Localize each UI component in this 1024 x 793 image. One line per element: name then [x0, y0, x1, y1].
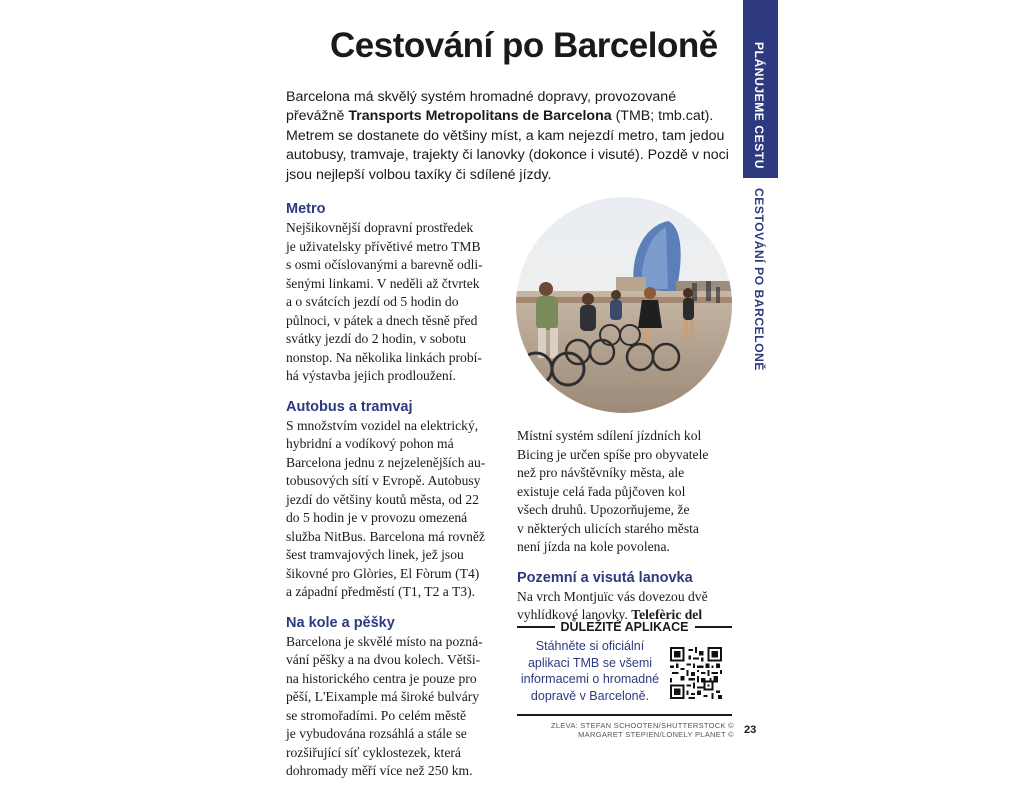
left-column [286, 200, 500, 793]
intro-paragraph [286, 88, 732, 185]
cable-car-heading: Pozemní a visutá lanovka [517, 569, 693, 586]
app-box-title-row [517, 618, 732, 636]
cyclists-photo-illustration [516, 197, 732, 413]
bus-tram-text: S množstvím vozidel na elektrický, hybridní a vodíkový pohon má Barcelona jednu z nejzelenějších au- tobusových sítí v Evropě. Autobusy jezdí do většiny koutů města, od 22 do 5 hodin je v provozu omezená služba NitBus. Barcelona má rovněž šest tramvajových linek, jež jsou šikovné pro Glòries, El Fòrum (T4) a západní předměstí (T1, T2 a T3). [286, 417, 486, 599]
bike-walk-text: Barcelona je skvělé místo na pozná- vání pěšky a na dvou kolech. Větši- na historického centra je pouze pro pěší, L'Eixample má široké bulváry se stromořadími. Po celém městě je vybudována rozsáhlá a stále se rozšiřující síť cyklostezek, která dohromady měří více než 250 km. [286, 633, 483, 778]
app-title-rule-left [517, 626, 555, 628]
app-box-bottom-rule [517, 714, 732, 716]
side-chapter-label: PLÁNUJEME CESTU [752, 42, 766, 170]
cyclists-photo [516, 197, 732, 413]
intro-text-end: (TMB; tmb.cat). Metrem se dostanete do většiny míst, a kam nejezdí metro, tam jedou autobusy, tramvaje, trajekty či lanovky (dokonce i visuté). Pozdě v noci jsou nejlepší volbou taxíky či sdílené jízdy. [286, 108, 729, 183]
bus-tram-heading: Autobus a tramvaj [286, 398, 413, 415]
bicing-text: Místní systém sdílení jízdních kol Bicing je určen spíše pro obyvatele než pro návštěvníky města, ale existuje celá řada půjčoven kol všech druhů. Upozorňujeme, že v některých ulicích starého města není jízda na kole povolena. [517, 428, 709, 554]
intro-text-start: Barcelona má skvělý systém hromadné dopravy, provozované převážně [286, 89, 677, 125]
intro-operator-name: Transports Metropolitans de Barcelona [348, 108, 612, 125]
right-column [517, 427, 732, 637]
photo-credit-line-1: ZLEVA: STEFAN SCHOOTEN/SHUTTERSTOCK © [550, 721, 734, 730]
app-box-title: DŮLEŽITÉ APLIKACE [560, 620, 689, 634]
app-box-text: Stáhněte si oficiální aplikaci TMB se všemi informacemi o hromadné dopravě v Barceloně. [520, 639, 660, 703]
cable-car-text-body: Na vrch Montjuïc vás dovezou dvě vyhlídkové lanovky. [517, 588, 708, 622]
photo-credit-line-2: MARGARET STEPIEN/LONELY PLANET © [578, 730, 734, 739]
side-section-label: CESTOVÁNÍ PO BARCELONĚ [752, 188, 766, 371]
qr-code-graphic [670, 647, 722, 699]
cable-car-bold-tail: Telefèric del [631, 607, 703, 622]
app-title-rule-right [695, 626, 733, 628]
qr-code-icon[interactable] [670, 647, 722, 699]
important-apps-box [517, 618, 732, 718]
metro-heading: Metro [286, 201, 326, 217]
page-title: Cestování po Barceloně [330, 26, 718, 65]
photo-credit [520, 721, 734, 739]
metro-text: Nejšikovnější dopravní prostředek je uživatelsky přívětivé metro TMB s osmi očíslovanými a barevně odli- šenými linkami. V neděli až čtvrtek a o svátcích jezdí od 5 hodin do půlnoci, v pátek a dnech těsně před svátky jezdí do 2 hodin, v sobotu nonstop. Na několika linkách probí- há výstavba jejich prodloužení. [286, 220, 483, 383]
bike-walk-heading: Na kole a pěšky [286, 614, 395, 631]
page-number: 23 [744, 724, 757, 736]
